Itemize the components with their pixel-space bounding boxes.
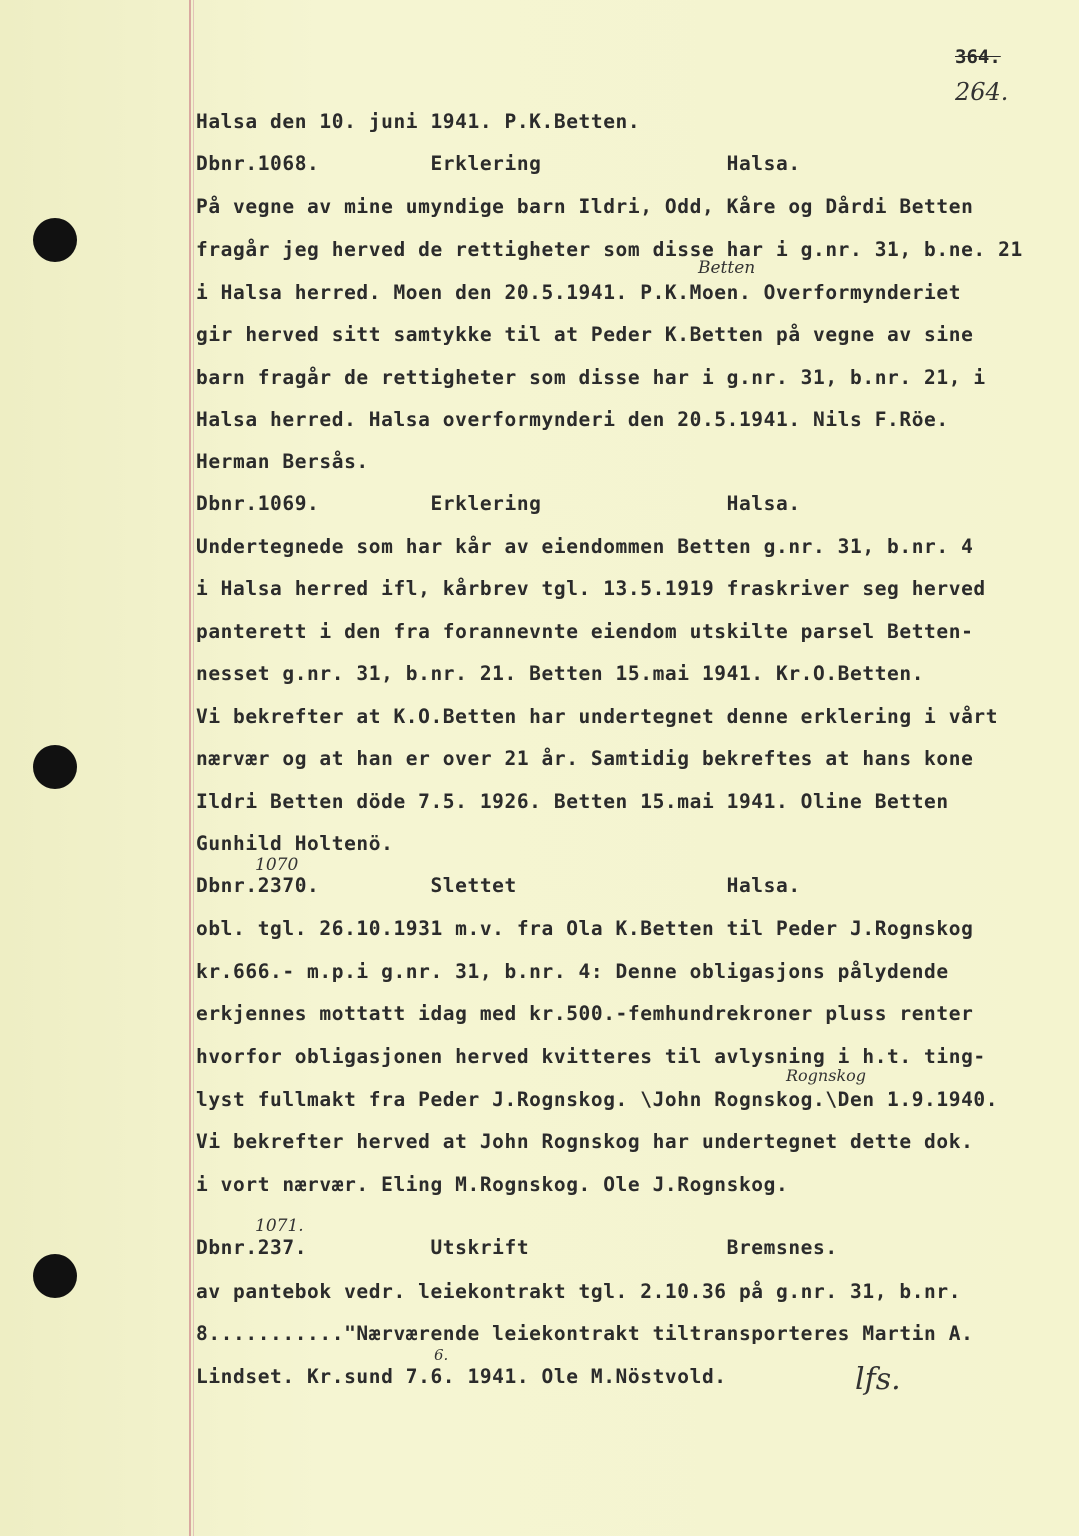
text-line: gir herved sitt samtykke til at Peder K.Betten på vegne av sine [196,323,974,346]
text-line: På vegne av mine umyndige barn Ildri, Odd, Kåre og Dårdi Betten [196,195,974,218]
text-line: Undertegnede som har kår av eiendommen Betten g.nr. 31, b.nr. 4 [196,535,974,558]
margin-rule-inner [193,0,194,1536]
text-line: fragår jeg herved de rettigheter som disse har i g.nr. 31, b.ne. 21 [196,238,1023,261]
handwritten-month: 6. [434,1346,449,1364]
handwritten-page-number: 264. [955,78,1009,106]
margin-rule [189,0,191,1536]
entry-header-1068: Dbnr.1068. Erklering Halsa. [196,152,801,175]
handwritten-note: Rognskog [786,1066,867,1085]
punch-hole-top [33,218,77,262]
text-line: lyst fullmakt fra Peder J.Rognskog. \John Rognskog.\Den 1.9.1940. [196,1088,999,1111]
text-line: erkjennes mottatt idag med kr.500.-femhundrekroner pluss renter [196,1002,974,1025]
text-line: hvorfor obligasjonen herved kvitteres til avlysning i h.t. ting- [196,1045,986,1068]
text-line: Lindset. Kr.sund 7.6. 1941. Ole M.Nöstvold. [196,1365,727,1388]
text-line: i vort nærvær. Eling M.Rognskog. Ole J.Rognskog. [196,1173,789,1196]
text-line: kr.666.- m.p.i g.nr. 31, b.nr. 4: Denne obligasjons pålydende [196,960,949,983]
text-line: Halsa den 10. juni 1941. P.K.Betten. [196,110,641,133]
text-line: i Halsa herred ifl, kårbrev tgl. 13.5.1919 fraskriver seg herved [196,577,986,600]
text-line: Vi bekrefter herved at John Rognskog har undertegnet dette dok. [196,1130,974,1153]
handwritten-dbnr: 1071. [255,1216,304,1236]
punch-hole-middle [33,745,77,789]
text-line: Gunhild Holtenö. [196,832,394,855]
text-line: Herman Bersås. [196,450,369,473]
text-line: Halsa herred. Halsa overformynderi den 20.5.1941. Nils F.Röe. [196,408,949,431]
text-line: 8..........."Nærværende leiekontrakt tiltransporteres Martin A. [196,1322,974,1345]
text-line: av pantebok vedr. leiekontrakt tgl. 2.10.36 på g.nr. 31, b.nr. [196,1280,962,1303]
text-line: Ildri Betten döde 7.5. 1926. Betten 15.mai 1941. Oline Betten [196,790,949,813]
text-line: barn fragår de rettigheter som disse har i g.nr. 31, b.nr. 21, i [196,366,986,389]
entry-header-1071: Dbnr.237. Utskrift Bremsnes. [196,1236,838,1259]
text-line: panterett i den fra forannevnte eiendom utskilte parsel Betten- [196,620,974,643]
entry-header-1069: Dbnr.1069. Erklering Halsa. [196,492,801,515]
punch-hole-bottom [33,1254,77,1298]
text-line: i Halsa herred. Moen den 20.5.1941. P.K.Moen. Overformynderiet [196,281,962,304]
stamped-page-number: 364. [955,46,1001,68]
entry-header-1070: Dbnr.2370. Slettet Halsa. [196,874,801,897]
handwritten-dbnr: 1070 [255,855,299,875]
handwritten-initials: lfs. [855,1362,901,1397]
text-line: nesset g.nr. 31, b.nr. 21. Betten 15.mai 1941. Kr.O.Betten. [196,662,925,685]
handwritten-correction: Betten [698,258,756,278]
text-line: Vi bekrefter at K.O.Betten har undertegnet denne erklering i vårt [196,705,999,728]
text-line: nærvær og at han er over 21 år. Samtidig bekreftes at hans kone [196,747,974,770]
text-line: obl. tgl. 26.10.1931 m.v. fra Ola K.Betten til Peder J.Rognskog [196,917,974,940]
